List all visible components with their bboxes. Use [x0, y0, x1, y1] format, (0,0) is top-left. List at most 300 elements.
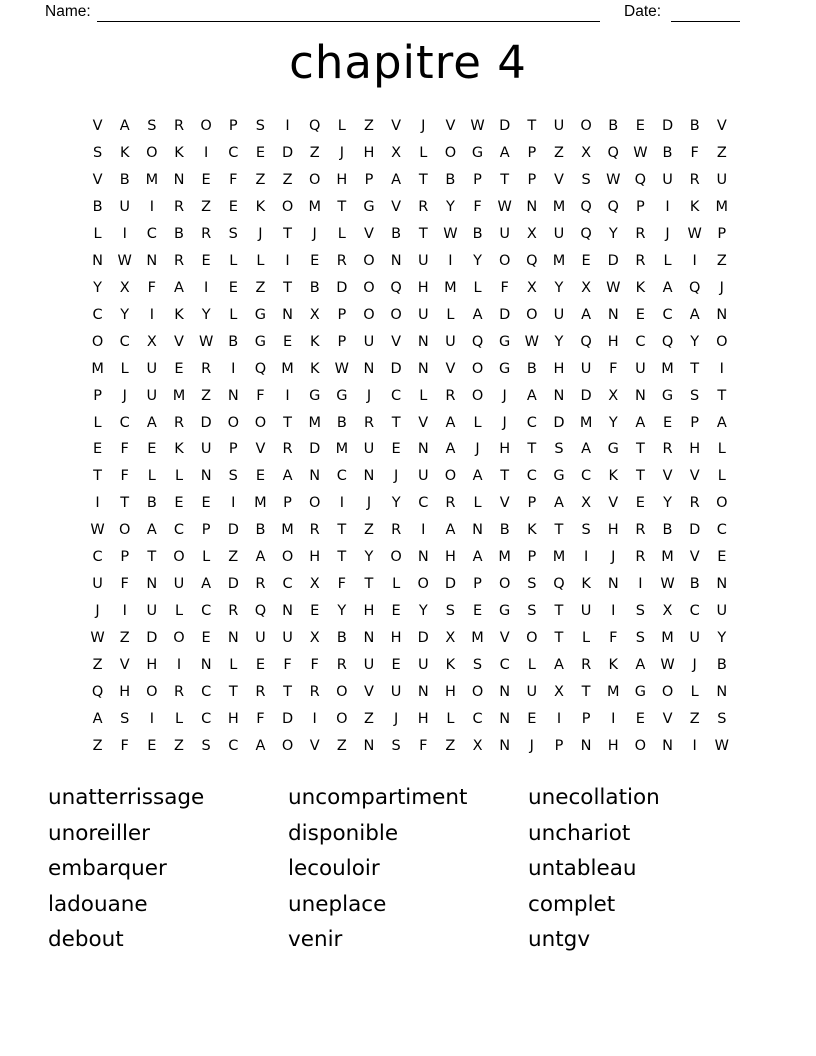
grid-letter: V — [662, 468, 673, 485]
grid-letter: C — [92, 306, 103, 323]
grid-letter: L — [147, 468, 156, 485]
grid-letter: I — [149, 306, 154, 323]
grid-letter: M — [552, 199, 566, 216]
grid-letter: G — [499, 603, 511, 620]
grid-letter: O — [417, 576, 429, 593]
grid-letter: L — [527, 656, 536, 673]
grid-letter: B — [445, 172, 456, 189]
grid-letter: E — [255, 468, 265, 485]
grid-letter: Y — [608, 225, 618, 242]
grid-letter: U — [499, 225, 510, 242]
grid-letter: D — [499, 118, 511, 135]
grid-letter: A — [689, 306, 700, 323]
grid-letter: R — [635, 522, 646, 539]
grid-letter: W — [687, 225, 702, 242]
grid-letter: I — [556, 710, 562, 727]
grid-letter: U — [119, 199, 131, 216]
grid-letter: U — [417, 656, 429, 673]
grid-letter: Z — [336, 737, 347, 754]
grid-letter: E — [527, 710, 537, 727]
grid-letter: E — [472, 603, 483, 620]
grid-letter: S — [445, 603, 455, 620]
grid-letter: U — [417, 252, 429, 269]
grid-letter: C — [201, 603, 212, 620]
grid-letter: N — [417, 360, 429, 377]
grid-letter: E — [201, 252, 211, 269]
grid-letter: D — [309, 441, 321, 458]
grid-letter: E — [282, 333, 293, 350]
grid-letter: V — [119, 656, 130, 673]
grid-letter: P — [527, 145, 537, 162]
grid-letter: L — [229, 306, 238, 323]
grid-letter: B — [255, 522, 266, 539]
grid-letter: L — [446, 306, 455, 323]
grid-letter: I — [665, 199, 670, 216]
grid-letter: J — [258, 225, 263, 242]
grid-letter: E — [255, 145, 265, 162]
grid-letter: O — [498, 576, 511, 593]
grid-letter: Q — [308, 118, 321, 135]
grid-letter: F — [609, 630, 618, 647]
grid-letter: X — [581, 495, 592, 512]
grid-letter: H — [336, 172, 348, 189]
grid-letter: W — [606, 172, 621, 189]
grid-letter: K — [309, 333, 320, 350]
grid-letter: S — [527, 603, 537, 620]
grid-letter: N — [634, 387, 646, 404]
page-title: chapitre 4 — [289, 36, 527, 89]
grid-letter: B — [716, 656, 727, 673]
grid-letter: U — [580, 360, 592, 377]
grid-letter: R — [689, 172, 700, 189]
grid-letter: B — [472, 225, 483, 242]
grid-letter: P — [527, 172, 537, 189]
grid-letter: J — [393, 710, 399, 727]
grid-letter: L — [392, 576, 401, 593]
grid-letter: G — [471, 145, 484, 162]
grid-letter: Z — [716, 252, 727, 269]
grid-letter: O — [281, 199, 294, 216]
grid-letter: T — [635, 468, 645, 485]
grid-letter: D — [580, 387, 592, 404]
grid-letter: X — [553, 683, 564, 700]
grid-letter: W — [660, 576, 675, 593]
grid-letter: T — [337, 549, 347, 566]
word-bank-item: unoreiller — [48, 820, 150, 846]
grid-letter: Y — [418, 603, 428, 620]
grid-letter: J — [719, 279, 724, 296]
grid-letter: D — [200, 414, 212, 431]
grid-letter: R — [581, 656, 592, 673]
grid-letter: T — [283, 414, 292, 431]
grid-letter: X — [608, 387, 619, 404]
grid-letter: C — [173, 522, 185, 539]
grid-letter: Y — [717, 630, 727, 647]
grid-letter: B — [689, 576, 700, 593]
grid-letter: L — [446, 710, 455, 727]
grid-letter: I — [122, 225, 127, 242]
name-label: Name: — [45, 3, 91, 20]
grid-letter: U — [200, 441, 212, 458]
grid-letter: D — [499, 306, 511, 323]
grid-letter: X — [309, 306, 320, 323]
grid-letter: O — [173, 549, 185, 566]
grid-letter: B — [662, 145, 673, 162]
grid-letter: Q — [634, 172, 647, 189]
grid-letter: Z — [201, 387, 212, 404]
grid-letter: U — [553, 306, 565, 323]
grid-letter: F — [337, 576, 346, 593]
grid-letter: K — [527, 522, 537, 539]
grid-letter: U — [146, 360, 158, 377]
grid-letter: V — [499, 630, 510, 647]
grid-letter: P — [717, 225, 727, 242]
grid-letter: C — [146, 225, 157, 242]
grid-letter: A — [472, 468, 483, 485]
grid-letter: N — [363, 737, 375, 754]
grid-letter: B — [228, 333, 239, 350]
grid-letter: A — [499, 145, 510, 162]
grid-letter: R — [635, 225, 646, 242]
grid-letter: M — [579, 414, 593, 431]
grid-letter: S — [554, 441, 564, 458]
grid-letter: O — [661, 683, 674, 700]
grid-letter: A — [255, 549, 266, 566]
grid-letter: B — [526, 360, 537, 377]
grid-letter: O — [91, 333, 104, 350]
grid-letter: B — [146, 495, 157, 512]
word-bank-item: unchariot — [528, 820, 631, 846]
grid-letter: J — [502, 414, 507, 431]
grid-letter: A — [581, 306, 592, 323]
grid-letter: Y — [608, 414, 618, 431]
grid-letter: M — [471, 630, 484, 647]
grid-letter: Y — [120, 306, 130, 323]
grid-letter: A — [282, 468, 293, 485]
grid-letter: J — [393, 468, 399, 485]
grid-letter: V — [92, 118, 103, 135]
grid-letter: Z — [716, 145, 727, 162]
grid-letter: O — [716, 495, 728, 512]
date-blank-line — [671, 2, 740, 22]
grid-letter: R — [445, 495, 456, 512]
grid-letter: N — [499, 737, 511, 754]
grid-letter: U — [282, 630, 293, 647]
grid-letter: M — [145, 172, 159, 189]
grid-letter: L — [93, 225, 102, 242]
grid-letter: F — [120, 441, 129, 458]
grid-letter: M — [552, 252, 566, 269]
grid-letter: J — [611, 549, 616, 566]
grid-letter: P — [554, 737, 564, 754]
grid-letter: U — [390, 683, 402, 700]
grid-letter: F — [500, 279, 509, 296]
grid-letter: L — [717, 441, 726, 458]
grid-letter: Q — [91, 683, 104, 700]
grid-letter: H — [689, 441, 701, 458]
grid-letter: O — [200, 118, 212, 135]
grid-letter: A — [445, 522, 456, 539]
grid-letter: L — [473, 495, 482, 512]
grid-letter: O — [281, 737, 294, 754]
word-bank-item: venir — [288, 927, 343, 953]
grid-letter: L — [174, 710, 184, 727]
word-bank-item: unatterrissage — [48, 785, 205, 811]
grid-letter: M — [498, 549, 511, 566]
grid-letter: T — [337, 199, 347, 216]
grid-letter: M — [254, 495, 267, 512]
grid-letter: E — [391, 441, 401, 458]
grid-letter: H — [363, 603, 375, 620]
grid-letter: Z — [92, 656, 103, 673]
grid-letter: U — [445, 333, 456, 350]
grid-letter: R — [173, 683, 185, 700]
grid-letter: D — [227, 576, 239, 593]
grid-letter: I — [285, 252, 290, 269]
grid-letter: T — [418, 225, 428, 242]
grid-letter: C — [472, 710, 483, 727]
grid-letter: R — [309, 522, 320, 539]
grid-letter: L — [473, 279, 482, 296]
grid-letter: J — [692, 656, 697, 673]
grid-letter: N — [580, 737, 592, 754]
grid-letter: R — [255, 683, 266, 700]
grid-letter: W — [90, 630, 105, 647]
grid-letter: D — [417, 630, 429, 647]
grid-letter: V — [92, 172, 103, 189]
grid-letter: W — [470, 118, 485, 135]
grid-letter: S — [92, 145, 103, 162]
grid-letter: F — [419, 737, 428, 754]
grid-letter: A — [92, 710, 103, 727]
grid-letter: L — [582, 630, 591, 647]
grid-letter: Q — [607, 199, 619, 216]
grid-letter: H — [227, 710, 239, 727]
grid-letter: I — [312, 710, 317, 727]
grid-letter: A — [554, 656, 564, 673]
grid-letter: E — [228, 199, 238, 216]
grid-letter: L — [202, 549, 211, 566]
grid-letter: Z — [364, 710, 374, 727]
grid-letter: X — [146, 333, 157, 350]
grid-letter: Y — [445, 199, 455, 216]
grid-letter: I — [149, 710, 154, 727]
grid-letter: E — [310, 252, 320, 269]
grid-letter: P — [283, 495, 292, 512]
grid-letter: A — [255, 737, 266, 754]
grid-letter: N — [716, 576, 728, 593]
grid-letter: S — [228, 468, 238, 485]
grid-letter: A — [174, 279, 184, 296]
grid-letter: U — [689, 630, 700, 647]
word-bank-item: unecollation — [528, 785, 660, 811]
grid-letter: B — [608, 118, 619, 135]
grid-letter: S — [635, 603, 645, 620]
grid-letter: A — [146, 522, 157, 539]
grid-letter: K — [608, 656, 618, 673]
grid-letter: B — [336, 414, 347, 431]
grid-letter: I — [421, 522, 426, 539]
grid-letter: C — [662, 306, 673, 323]
grid-letter: B — [499, 522, 510, 539]
grid-letter: J — [529, 737, 534, 754]
grid-letter: L — [717, 468, 726, 485]
grid-letter: U — [635, 360, 646, 377]
grid-letter: J — [475, 441, 480, 458]
grid-letter: X — [581, 145, 592, 162]
grid-letter: N — [472, 522, 483, 539]
word-bank-item: disponible — [288, 820, 399, 846]
grid-letter: N — [363, 468, 375, 485]
grid-letter: X — [662, 603, 673, 620]
grid-letter: I — [95, 495, 100, 512]
grid-letter: V — [391, 333, 402, 350]
grid-letter: Z — [689, 710, 700, 727]
grid-letter: I — [285, 118, 290, 135]
grid-letter: C — [119, 333, 130, 350]
grid-letter: T — [391, 414, 401, 431]
grid-letter: P — [120, 549, 130, 566]
grid-letter: T — [147, 549, 157, 566]
grid-letter: G — [309, 387, 321, 404]
grid-letter: A — [472, 549, 483, 566]
grid-letter: A — [662, 279, 673, 296]
grid-letter: L — [229, 656, 238, 673]
grid-letter: R — [336, 656, 347, 673]
grid-letter: J — [502, 387, 507, 404]
grid-letter: T — [283, 683, 292, 700]
grid-letter: J — [312, 225, 317, 242]
grid-letter: V — [309, 737, 320, 754]
grid-letter: O — [471, 387, 484, 404]
grid-letter: N — [607, 576, 619, 593]
grid-letter: P — [364, 172, 374, 189]
grid-letter: V — [662, 710, 673, 727]
grid-letter: C — [689, 603, 700, 620]
grid-letter: N — [716, 683, 728, 700]
grid-letter: E — [228, 279, 238, 296]
grid-letter: E — [635, 306, 645, 323]
grid-letter: N — [390, 252, 402, 269]
grid-letter: F — [120, 737, 129, 754]
grid-letter: G — [336, 387, 348, 404]
grid-letter: U — [363, 333, 375, 350]
grid-letter: U — [417, 468, 429, 485]
word-search-grid — [84, 113, 735, 760]
grid-letter: G — [499, 333, 511, 350]
grid-letter: H — [607, 522, 619, 539]
grid-letter: W — [117, 252, 132, 269]
grid-letter: T — [500, 172, 510, 189]
grid-letter: O — [471, 683, 484, 700]
grid-letter: T — [554, 603, 564, 620]
grid-letter: Z — [364, 118, 374, 135]
grid-letter: M — [715, 199, 729, 216]
grid-letter: T — [527, 118, 537, 135]
grid-letter: D — [661, 118, 674, 135]
grid-letter: W — [524, 333, 539, 350]
grid-letter: N — [282, 603, 293, 620]
grid-letter: Y — [364, 549, 374, 566]
grid-letter: R — [173, 252, 185, 269]
grid-letter: M — [661, 549, 674, 566]
grid-letter: O — [308, 172, 321, 189]
grid-letter: N — [417, 333, 429, 350]
grid-letter: C — [716, 522, 727, 539]
grid-letter: S — [255, 118, 266, 135]
grid-letter: V — [391, 118, 402, 135]
grid-letter: B — [174, 225, 184, 242]
word-bank-item: untableau — [528, 856, 637, 882]
grid-letter: A — [472, 306, 483, 323]
grid-letter: C — [201, 710, 212, 727]
grid-letter: U — [146, 603, 158, 620]
grid-letter: O — [363, 279, 375, 296]
grid-letter: N — [227, 387, 239, 404]
grid-letter: N — [282, 306, 293, 323]
grid-letter: M — [606, 683, 620, 700]
grid-letter: U — [580, 603, 592, 620]
grid-letter: Z — [119, 630, 130, 647]
grid-letter: R — [201, 225, 212, 242]
grid-letter: R — [173, 118, 185, 135]
grid-letter: T — [283, 279, 292, 296]
word-bank-item: untgv — [528, 927, 591, 953]
grid-letter: I — [231, 360, 236, 377]
grid-letter: U — [716, 603, 728, 620]
grid-letter: R — [255, 576, 266, 593]
grid-letter: N — [227, 630, 239, 647]
grid-letter: B — [689, 118, 700, 135]
grid-letter: G — [634, 683, 646, 700]
grid-letter: Q — [254, 603, 267, 620]
grid-letter: I — [692, 737, 697, 754]
grid-letter: N — [200, 468, 212, 485]
grid-letter: O — [336, 710, 348, 727]
grid-letter: P — [228, 118, 238, 135]
grid-letter: V — [174, 333, 184, 350]
grid-letter: H — [607, 737, 619, 754]
grid-letter: K — [635, 279, 646, 296]
word-bank-item: debout — [48, 927, 124, 953]
grid-letter: I — [176, 656, 182, 673]
grid-letter: T — [418, 172, 428, 189]
grid-letter: Z — [228, 549, 239, 566]
grid-letter: N — [499, 710, 511, 727]
grid-letter: W — [334, 360, 349, 377]
grid-letter: O — [308, 495, 321, 512]
word-bank — [48, 780, 768, 958]
grid-letter: Q — [607, 145, 619, 162]
grid-letter: Z — [282, 172, 293, 189]
grid-letter: D — [146, 630, 158, 647]
grid-letter: A — [635, 414, 646, 431]
grid-letter: E — [391, 603, 401, 620]
grid-letter: R — [228, 603, 239, 620]
grid-letter: O — [390, 306, 402, 323]
grid-letter: X — [472, 737, 483, 754]
grid-letter: S — [147, 118, 157, 135]
grid-letter: N — [173, 172, 185, 189]
grid-letter: I — [611, 710, 616, 727]
grid-letter: H — [363, 145, 375, 162]
grid-letter: K — [581, 576, 591, 593]
grid-letter: Y — [473, 252, 482, 269]
grid-letter: S — [472, 656, 483, 673]
grid-letter: W — [443, 225, 458, 242]
grid-letter: Q — [580, 199, 592, 216]
grid-letter: N — [662, 737, 673, 754]
